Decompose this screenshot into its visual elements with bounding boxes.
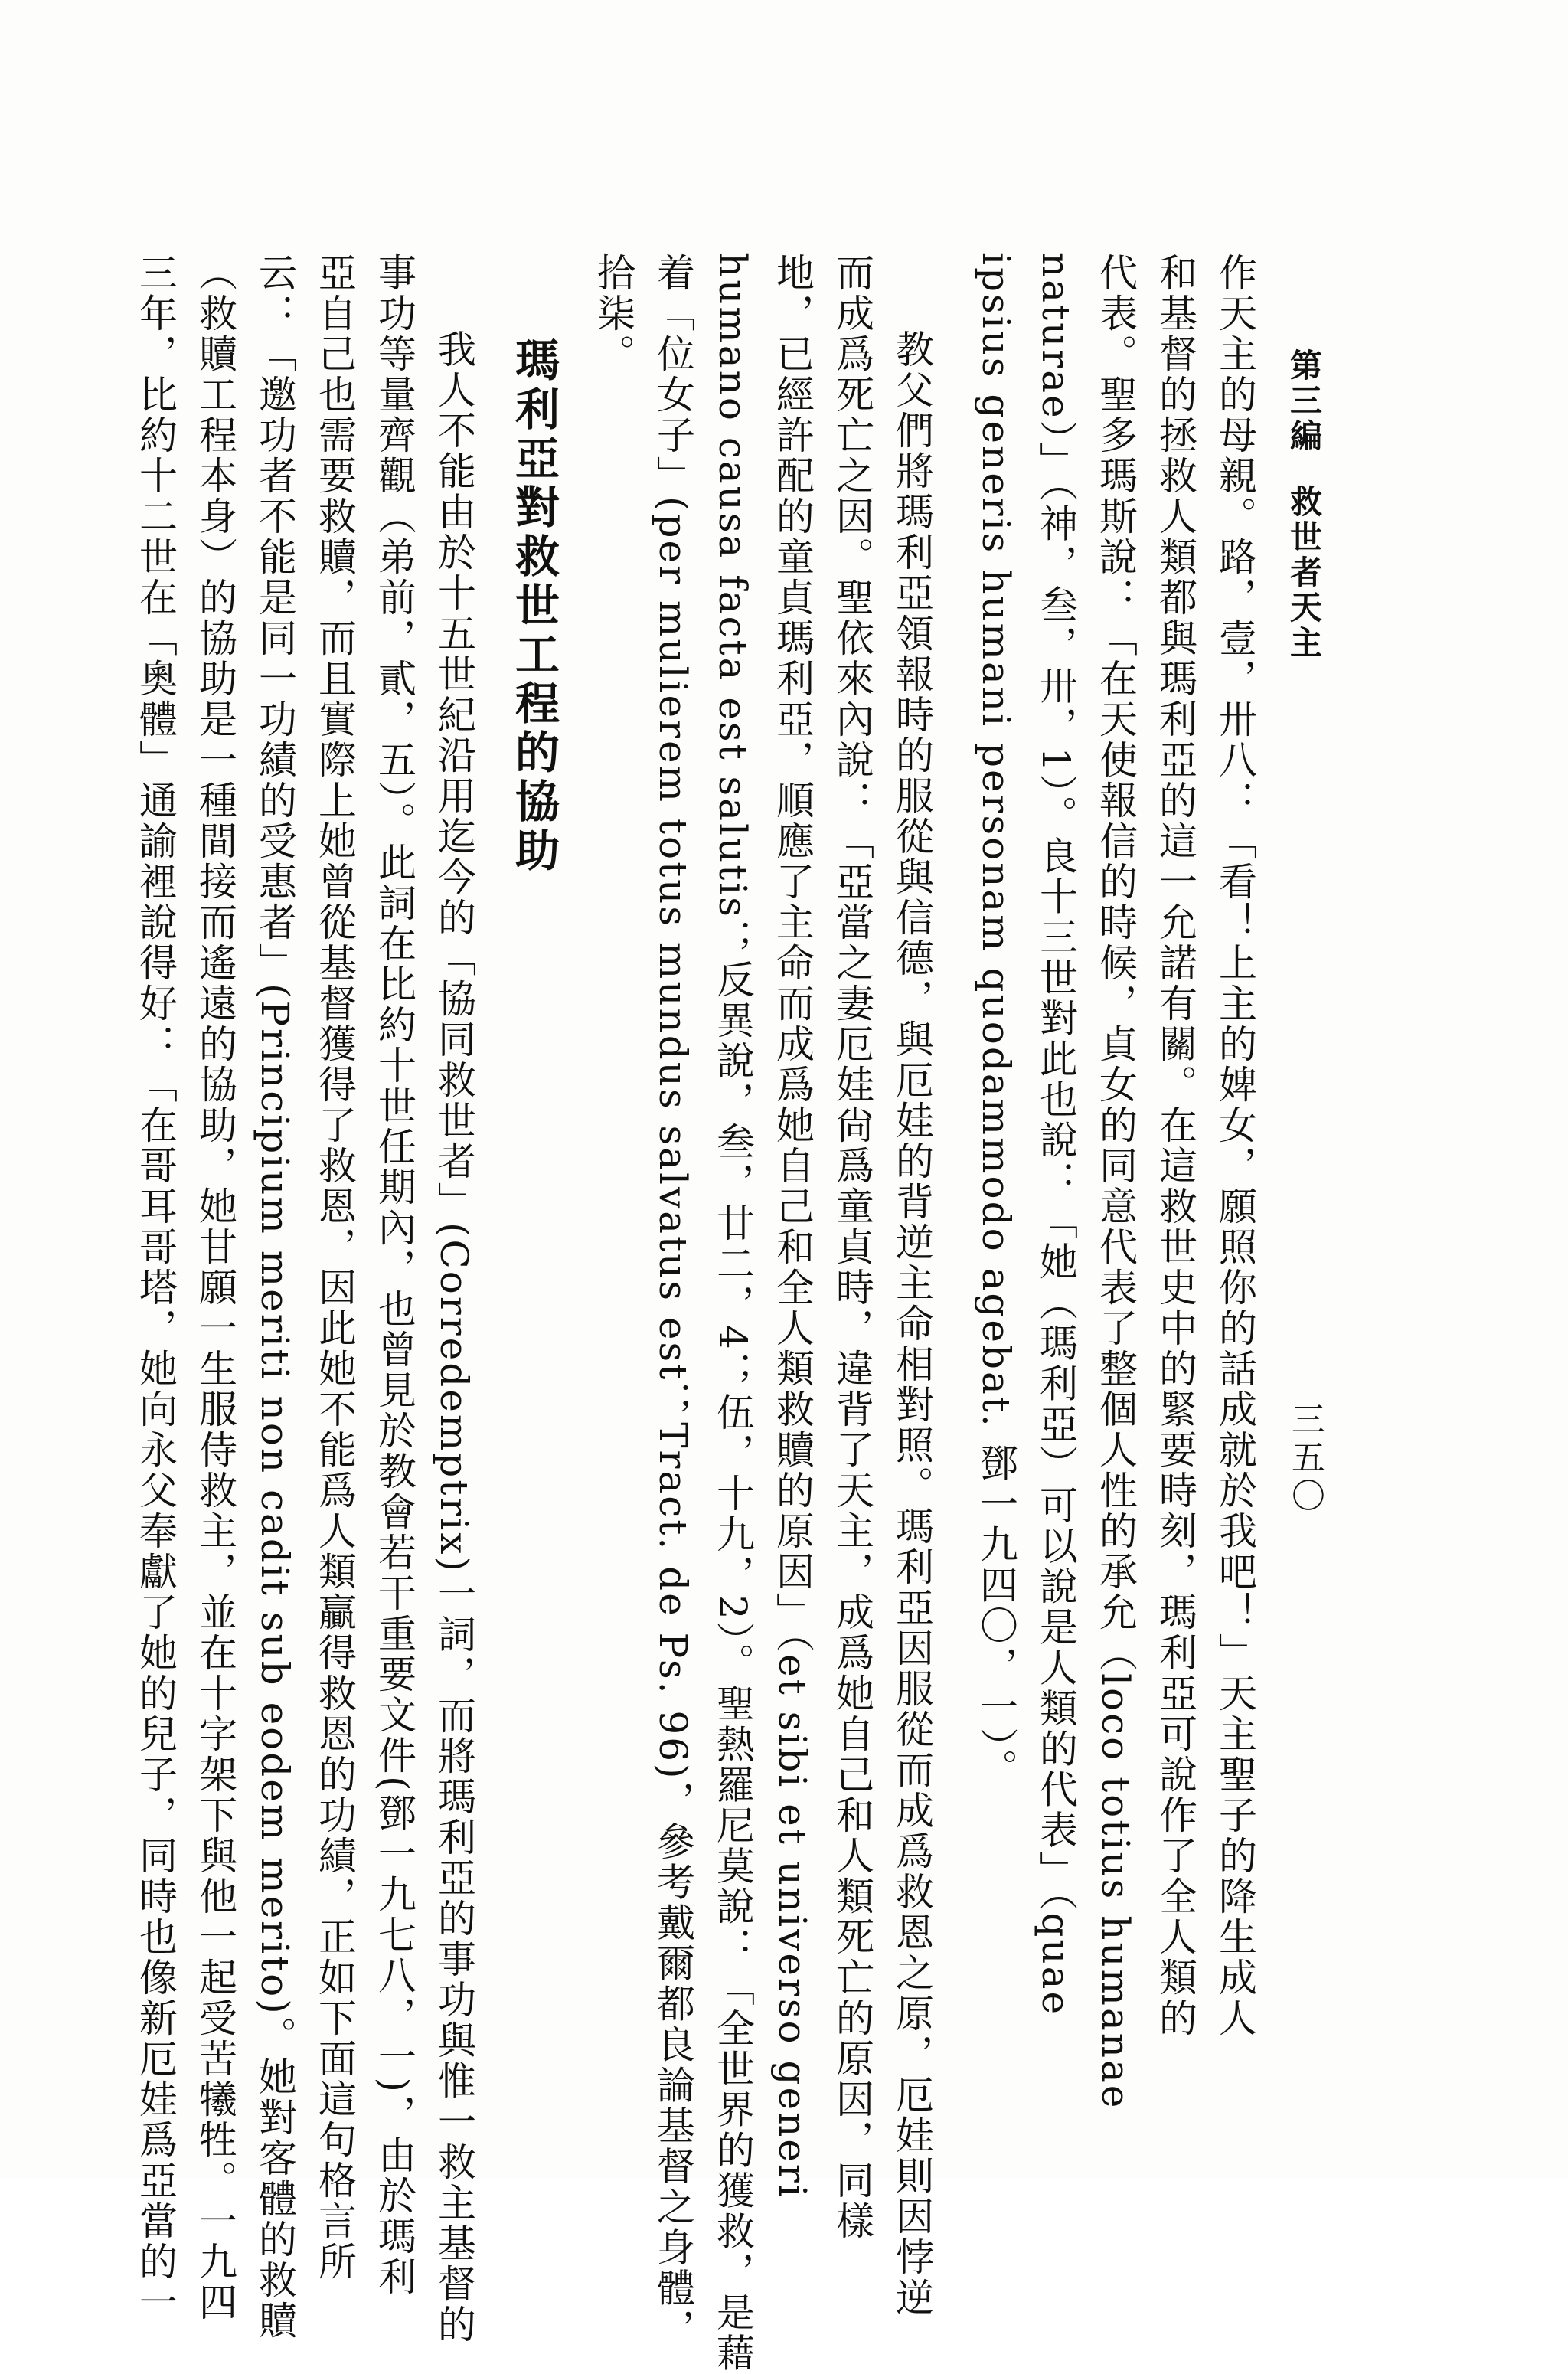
text-column: 拾柒。	[591, 253, 635, 374]
section-heading: 瑪利亞對救世工程的協助	[508, 337, 560, 876]
text-column: （救贖工程本身）的協助是一種間接而遙遠的協助，她甘願一生服侍救主，並在十字架下與他一起受苦犧牲。一九四	[193, 253, 237, 2323]
text-column: 地，已經許配的童貞瑪利亞，順應了主命而成爲她自己和全人類救贖的原因」（et sibi et universo generi	[770, 253, 815, 2199]
text-column: 事功等量齊觀（弟前，貳，五）。此詞在比約十世任期內，也曾見於教會若干重要文件(鄧一九七八，一)，由於瑪利	[372, 253, 416, 2298]
text-column: 和基督的拯救人類都與瑪利亞的這一允諾有關。在這救世史中的緊要時刻，瑪利亞可說作了全人類的	[1153, 253, 1197, 2039]
text-column: 三年，比約十二世在「奧體」通諭裡說得好：「在哥耳哥塔，她向永父奉獻了她的兒子，同時也像新厄娃爲亞當的一	[133, 253, 178, 2323]
text-column: 我人不能由於十五世紀沿用迄今的「協同救世者」(Corredemptrix)一詞，而將瑪利亞的事功與惟一救主基督的	[432, 329, 476, 2345]
chapter-title: 救世者天主	[1285, 485, 1323, 661]
text-column: ipsius generis humani personam quodammodo agebat. 鄧一九四〇，一）。	[974, 253, 1018, 1790]
page-number: 三五〇	[1285, 1401, 1325, 1516]
text-column: 亞自己也需要救贖，而且實際上她曾從基督獲得了救恩，因此她不能爲人類贏得救恩的功績，正如下面這句格言所	[312, 253, 357, 2282]
text-column: 而成爲死亡之因。聖依來內說：「亞當之妻厄娃尙爲童貞時，違背了天主，成爲她自己和人類死亡的原因，同樣	[830, 253, 874, 2242]
text-column: 教父們將瑪利亞領報時的服從與信德，與厄娃的背逆主命相對照。瑪利亞因服從而成爲救恩之原，厄娃則因悖逆	[890, 329, 934, 2318]
text-column: humano causa facta est salutis；反異說，叁，廿二，4；伍，十九，2）。聖熱羅尼莫說：「全世界的獲救，是藉	[710, 253, 755, 2374]
text-column: 作天主的母親。路，壹，卅八：「看！上主的婢女，願照你的話成就於我吧！」天主聖子的降生成人	[1213, 253, 1257, 2039]
part-label: 第三編	[1285, 348, 1323, 454]
text-column: 云：「邀功者不能是同一功績的受惠者」(Principium meriti non cadit sub eodem merito)。她對客體的救贖	[253, 253, 297, 2341]
text-column: 代表。聖多瑪斯說：「在天使報信的時候，貞女的同意代表了整個人性的承允（loco totius humanae	[1093, 253, 1138, 2111]
running-header	[1285, 348, 1323, 661]
text-column: naturae）」（神，叁，卅，1）。良十三世對此也說：「她（瑪利亞）可以說是人類的代表」（quae	[1034, 253, 1078, 2017]
text-column: 着「位女子」(per mulierem totus mundus salvatus est；Tract. de Ps. 96)，參考戴爾都良論基督之身體，	[651, 253, 695, 2349]
